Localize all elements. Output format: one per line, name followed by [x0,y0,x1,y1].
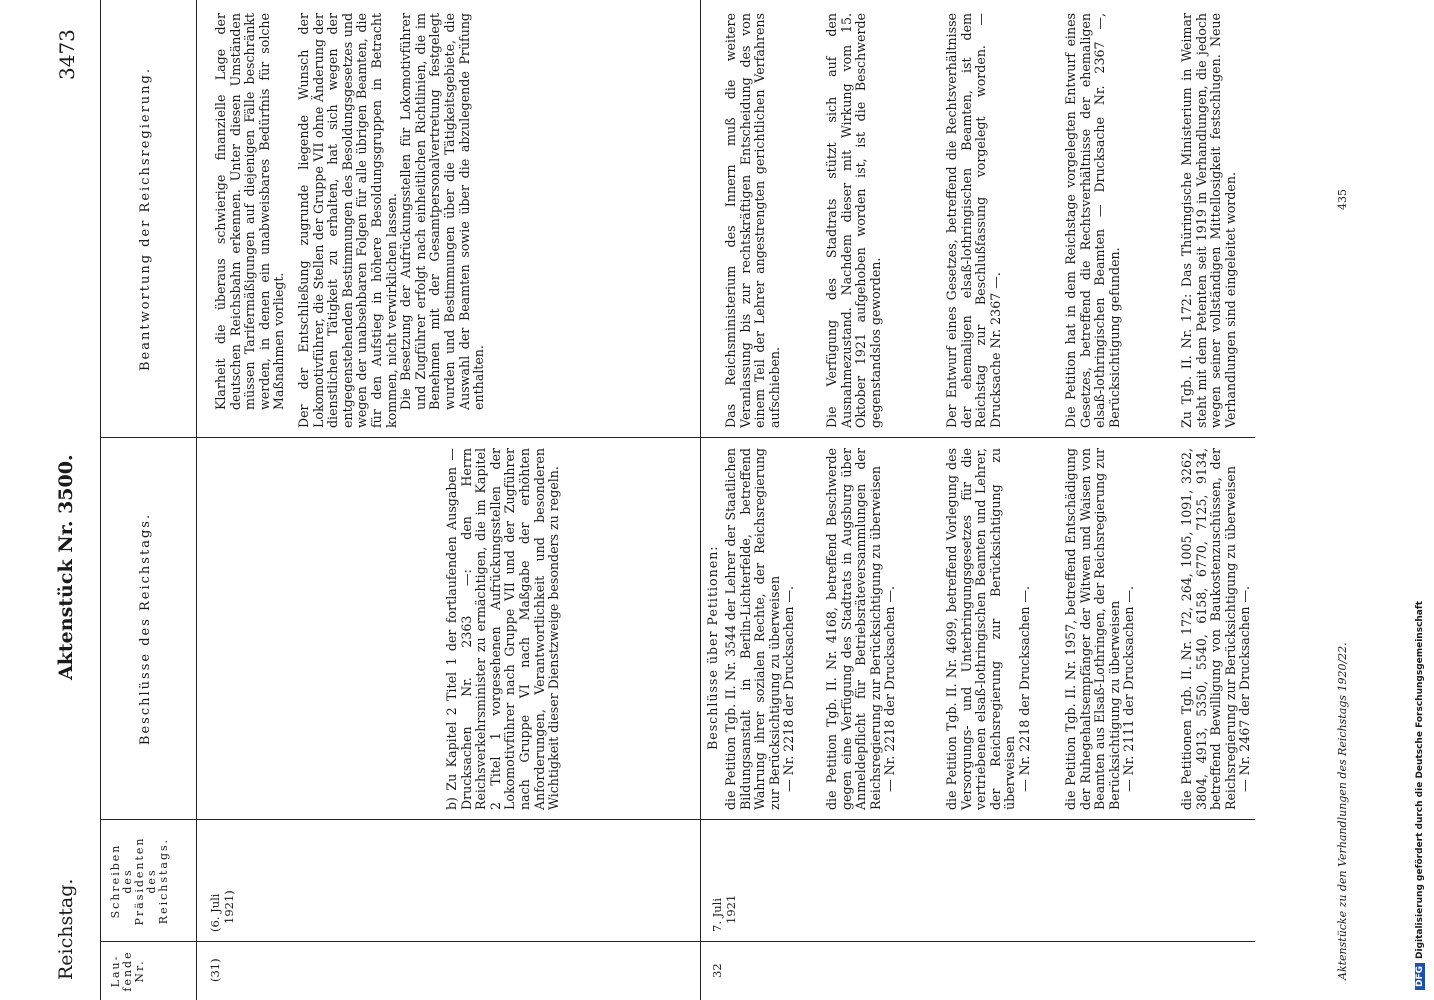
petition-reply: Die Petition hat in dem Reichstage vorgelegten Entwurf eines Gesetzes, betreffend die Rechtsverhältnisse der ehemaligen elsaß-lothringischen Beamten — Drucksache Nr. 2367 —, Berücksichtigung gefunden. [1063,13,1122,428]
row-date: 7. Juli 1921 [710,894,738,932]
petition-reply: Der Entwurf eines Gesetzes, betreffend die Rechtsverhältnisse der ehemaligen elsaß-lothringischen Beamten, ist dem Reichstag zur Beschlußfassung vorgelegt worden. — Drucksache Nr. 2367 —. [944,13,1003,428]
dfg-logo: DFG [1415,963,1425,990]
petition-text: die Petition Tgb. II. Nr. 4168, betreffend Beschwerde gegen eine Verfügung des Stadtrats in Augsburg über Anmeldepflicht für Betriebsräteversammlungen der Reichsregierung zur Berücksichtigung zu überweisen — Nr. 2218 der Drucksachen —. [824,448,898,810]
digitization-text: Digitalisierung gefördert durch die Deutsche Forschungsgemeinschaft [1415,600,1425,959]
header-left: Reichstag. [55,878,77,980]
header-title: Aktenstück Nr. 3500. [55,454,77,680]
table-top-rule [100,0,101,1000]
col-head-beschluesse: Beschlüsse des Reichstags. [138,512,153,746]
petition-text: die Petition Tgb. II. Nr. 3544 der Lehrer der Staatlichen Bildungsanstalt in Berlin-Lichterfelde, betreffend Wahrung ihrer sozialen Rechte, der Reichsregierung zur Berücksichtigung zu überweisen — Nr. 2218 der Drucksachen —. [723,448,797,810]
petition-text: die Petitionen Tgb. II. Nr. 172, 264, 1005, 1091, 3262, 3804, 4913, 5350, 5540, 6158, 6770, 7125, 9134, betreffend Bewilligung von Baukostenzuschüssen, der Reichsregierung zur Berücksichtigung zu überweisen — Nr. 2467 der Drucksachen —. [1179,448,1253,810]
col-rule-2 [100,819,1255,820]
petition-reply: Die Verfügung des Stadtrats stützt sich auf den Ausnahmezustand. Nachdem dieser mit Wirkung vom 15. Oktober 1921 aufgehoben worden ist, ist die Beschwerde gegenstandslos geworden. [824,13,883,428]
col-head-nr: Lau- fende Nr. [109,950,146,992]
resolution-text: b) Zu Kapitel 2 Titel 1 der fortlaufenden Ausgaben — Drucksachen Nr. 2363 —: den Herrn Reichsverkehrsminister zu ermächtigen, die im Kapitel 2 Titel 1 vorgesehenen Aufrückungsstellen der Lokomotivführer nach Gruppe VII und der Zugführer nach Gruppe VI nach Maßgabe der erhöhten Anforderungen, Verantwortlichkeit und besonderen Wichtigkeit dieser Dienstzweige besonders zu regeln. [444,448,562,810]
petition-text: die Petition Tgb. II. Nr. 4699, betreffend Vorlegung des Versorgungs- und Unterbringungsgesetzes für die vertriebenen elsaß-lothringischen Beamten und Lehrer, der Reichsregierung zur Berücksichtigung zu überweisen — Nr. 2218 der Drucksachen —. [944,448,1032,810]
row-number: (31) [208,958,222,982]
row-date: (6. Juli 1921) [208,890,236,932]
petition-reply: Zu Tgb. II. Nr. 172: Das Thüringische Ministerium in Weimar steht mit dem Petenten seit 1919 in Verhandlungen, die jedoch wegen seiner vollständigen Mittellosigkeit festschlugen. Neue Verhandlungen sind eingeleitet worden. [1179,13,1238,428]
government-reply: Klarheit die überaus schwierige finanzielle Lage der deutschen Reichsbahn erkennen. Unter diesen Umständen müssen Tarifermäßigungen auf diejenigen Fälle beschränkt werden, in denen ein unabweisbares Bedürfnis für solche Maßnahmen vorliegt. Der der Entschließung zugrunde liegende Wunsch der Lokomotivführer, die Stellen der Gruppe VII ohne Änderung der dienstlichen Tätigkeit zu erhalten, hat sich wegen der entgegenstehenden Bestimmungen des Besoldungsgesetzes und wegen der unabsehbaren Folgen für alle übrigen Beamten, die für den Aufstieg in höhere Besoldungsgruppen in Betracht kommen, nicht verwirklichen lassen. Die Besetzung der Aufrückungsstellen für Lokomotivführer und Zugführer erfolgt nach einheitlichen Richtlinien, die im Benehmen mit der Gesamtpersonalvertretung festgelegt wurden und Bestimmungen über die Tätigkeitsgebiete, die Auswahl der Beamten sowie über die abzulegende Prüfung enthalten. [213,13,487,428]
petition-text: die Petition Tgb. II. Nr. 1957, betreffend Entschädigung der Ruhegehaltsempfänger der Witwen und Waisen von Beamten aus Elsaß-Lothringen, der Reichsregierung zur Berücksichtigung zu überweisen — Nr. 2111 der Drucksachen —. [1063,448,1137,810]
row-divider [700,0,701,1000]
col-head-beantwortung: Beantwortung der Reichsregierung. [138,67,153,372]
col-rule-1 [100,941,1255,942]
row-number: 32 [710,963,724,978]
footer-source: Aktenstücke zu den Verhandlungen des Reichstags 1920/22. [1336,642,1349,980]
table-head-rule [196,0,197,1000]
petitions-title: Beschlüsse über Petitionen: [705,545,720,750]
page-number: 3473 [55,29,79,80]
col-head-schreiben: Schreiben des Präsidenten des Reichstags. [109,836,170,926]
petition-reply: Das Reichsministerium des Innern muß die weitere Veranlassung bis zur rechtskräftigen Entscheidung des von einem Teil der Lehrer angestrengten gerichtlichen Verfahrens aufschieben. [723,13,782,428]
sheet-number: 435 [1336,189,1349,210]
digitization-notice [1415,601,1425,990]
col-rule-3 [100,437,1255,438]
